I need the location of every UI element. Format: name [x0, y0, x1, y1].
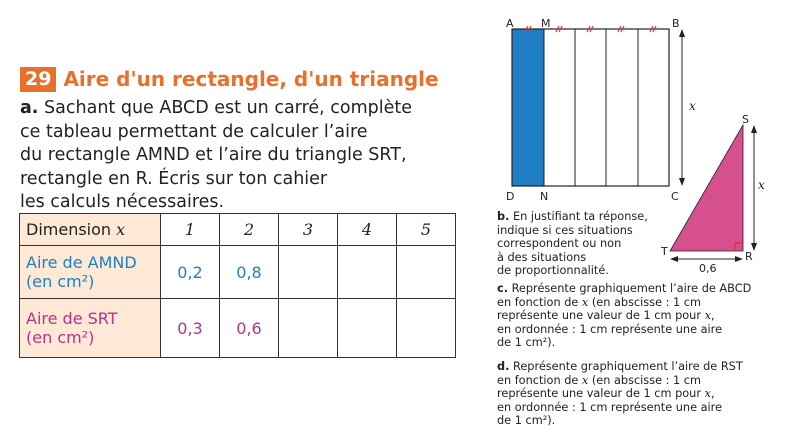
square-side-label: x	[689, 99, 696, 113]
dimension-var: x	[116, 220, 126, 239]
arrow-head-down	[679, 178, 685, 186]
part-c-line-3a: représente une valeur de 1 cm pour	[497, 309, 705, 322]
triangle-height-label: x	[758, 178, 765, 192]
arrow-head-up	[679, 29, 685, 37]
part-c-line-3	[497, 309, 797, 323]
table-row	[20, 246, 456, 299]
part-c-var: x	[581, 295, 589, 309]
table-col-4: 4	[338, 214, 397, 246]
part-b-letter: b.	[497, 210, 510, 223]
part-d-line-3a: représente une valeur de 1 cm pour	[497, 387, 705, 400]
part-c-line-1: Représente graphiquement l’aire de ABCD	[511, 282, 752, 295]
table-col-5: 5	[397, 214, 456, 246]
table-cell	[279, 246, 338, 299]
part-a-line-2: ce tableau permettant de calculer l’aire	[20, 121, 368, 142]
part-d-line-3b: ,	[710, 387, 715, 400]
part-a-line-5: les calculs nécessaires.	[20, 192, 225, 212]
label-t: T	[661, 245, 668, 258]
part-b-line-1: En justifiant ta réponse,	[512, 210, 648, 223]
table-cell	[338, 299, 397, 358]
table-cell: 0,3	[161, 299, 220, 358]
part-b-line-3: correspondent ou non	[497, 237, 622, 250]
part-d-var: x	[704, 387, 711, 400]
part-a-line-4: rectangle en R. Écris sur ton cahier	[20, 168, 328, 189]
part-a-letter: a.	[20, 98, 39, 118]
part-b-line-2: indique si ces situations	[497, 223, 633, 237]
row-label-srt-line2: (en cm²)	[26, 328, 95, 347]
part-c-line-2a: en fonction de	[497, 295, 582, 309]
row-label-amnd-line1: Aire de AMND	[26, 253, 137, 272]
part-c-text	[497, 282, 797, 350]
table-cell: 0,8	[220, 246, 279, 299]
table-header-row	[20, 214, 456, 246]
row-label-srt-line1: Aire de SRT	[26, 309, 118, 328]
table-col-3: 3	[279, 214, 338, 246]
table-cell: 0,6	[220, 299, 279, 358]
label-n: N	[540, 190, 549, 203]
part-d-line-4: en ordonnée : 1 cm représente une aire	[497, 400, 723, 414]
part-c-var: x	[704, 309, 711, 322]
triangle-base-label: 0,6	[699, 262, 717, 275]
part-d-letter: d.	[497, 360, 510, 373]
part-a-text	[20, 97, 460, 215]
part-a-line-1: Sachant que ABCD est un carré, complète	[44, 98, 413, 118]
table-col-1: 1	[161, 214, 220, 246]
exercise-title: Aire d'un rectangle, d'un triangle	[63, 67, 439, 91]
label-m: M	[541, 17, 551, 30]
part-d-line-1: Représente graphiquement l’aire de RST	[512, 360, 743, 373]
row-label-amnd-line2: (en cm²)	[26, 272, 95, 291]
table-cell	[338, 246, 397, 299]
part-d-line-3	[497, 387, 797, 401]
table-cell	[397, 299, 456, 358]
table-cell	[397, 246, 456, 299]
table-row	[20, 299, 456, 358]
exercise-number: 29	[20, 67, 56, 92]
area-table	[19, 213, 456, 358]
part-d-line-2b: (en abscisse : 1 cm	[588, 373, 702, 387]
part-b-text	[497, 210, 797, 278]
label-d: D	[506, 190, 515, 203]
label-b: B	[672, 17, 680, 30]
row-label-srt	[20, 299, 161, 358]
arrow-head-up	[751, 125, 757, 133]
table-col-2: 2	[220, 214, 279, 246]
part-b-line-5: de proportionnalité.	[497, 264, 609, 277]
part-d-text	[497, 360, 797, 428]
label-r: R	[745, 250, 753, 263]
part-a-line-3: du rectangle AMND et l’aire du triangle SRT,	[20, 145, 407, 165]
label-c: C	[671, 190, 679, 203]
part-d-line-2	[497, 374, 797, 388]
part-d-var: x	[581, 373, 589, 387]
table-header-cell	[20, 214, 161, 246]
table-cell: 0,2	[161, 246, 220, 299]
part-d-line-2a: en fonction de	[497, 373, 582, 387]
dimension-label: Dimension	[26, 220, 112, 239]
row-label-amnd	[20, 246, 161, 299]
part-c-line-2	[497, 296, 797, 310]
label-s: S	[742, 113, 749, 126]
exercise-header	[20, 66, 439, 92]
part-d-line-5: de 1 cm²).	[497, 414, 556, 427]
label-a: A	[506, 17, 514, 30]
rectangle-amnd	[512, 29, 544, 186]
part-c-line-5: de 1 cm²).	[497, 336, 556, 349]
table-cell	[279, 299, 338, 358]
part-c-line-4: en ordonnée : 1 cm représente une aire	[497, 322, 723, 336]
part-c-line-3b: ,	[710, 309, 715, 322]
part-c-letter: c.	[497, 282, 508, 295]
part-b-line-4: à des situations	[497, 250, 587, 264]
part-c-line-2b: (en abscisse : 1 cm	[588, 295, 702, 309]
